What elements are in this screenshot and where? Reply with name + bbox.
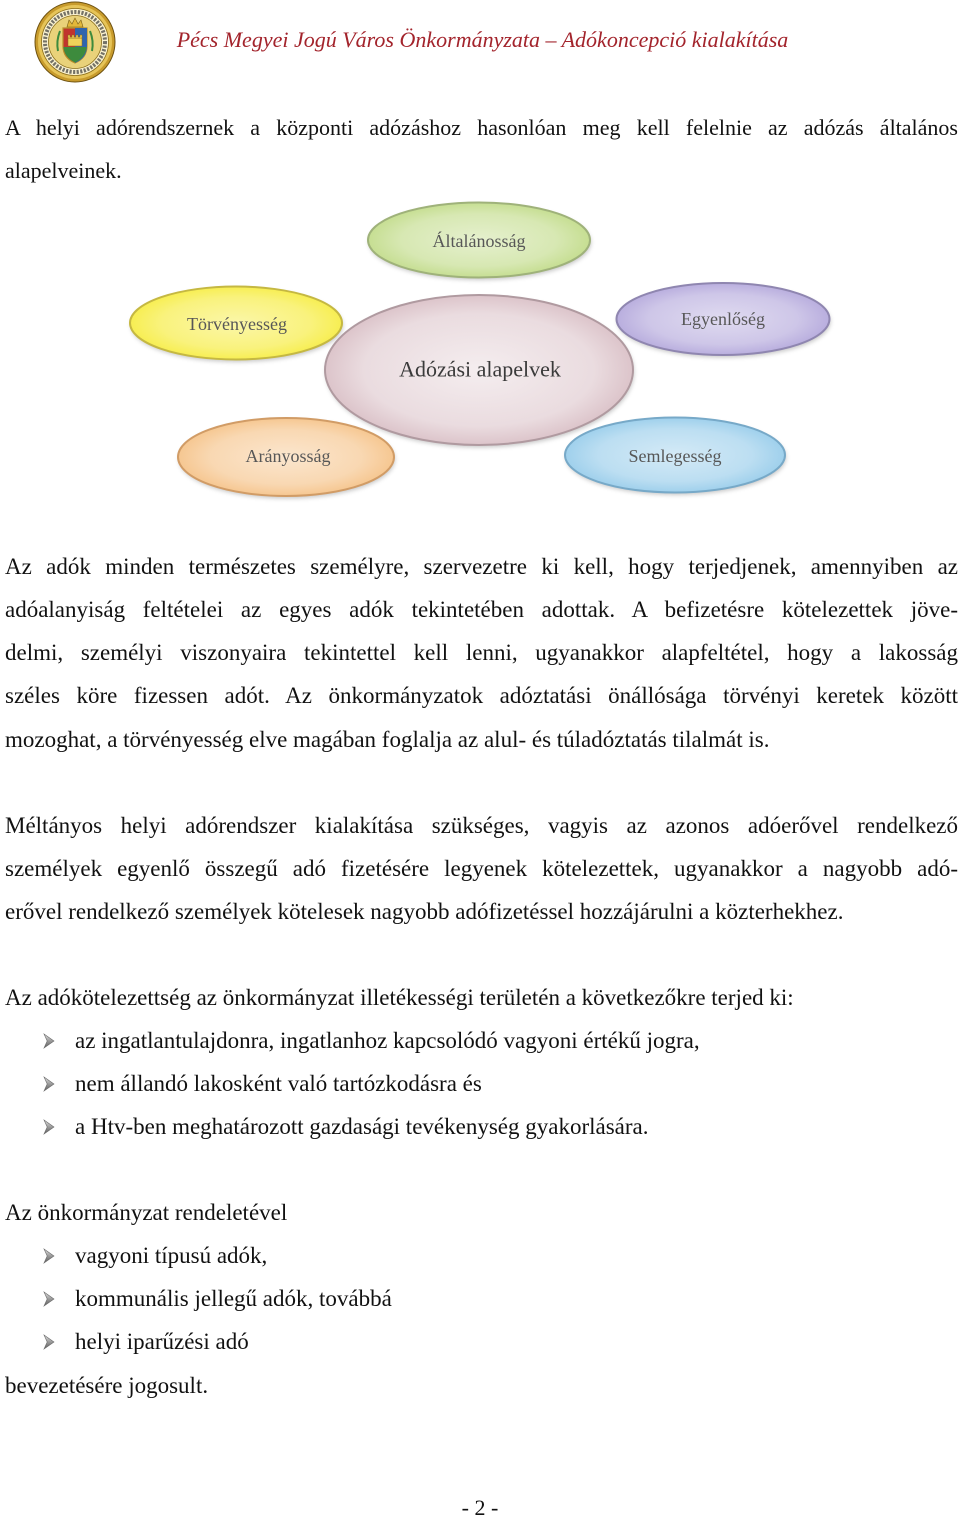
paragraph-line: delmi, személyi viszonyaira tekintettel kell lenni, ugyanakkor alapfeltétel, hogy a lakosság — [5, 640, 958, 666]
node-bottom-left-label: Arányosság — [245, 446, 331, 466]
arrow-bullet-icon — [43, 1033, 55, 1049]
arrow-bullet-icon — [43, 1291, 55, 1307]
paragraph-line: alapelveinek. — [5, 157, 122, 183]
paragraph-line: személyek egyenlő összegű adó fizetésére legyenek kötelezettek, ugyanakkor a nagyobb adó- — [5, 855, 958, 881]
node-bottom-right-label: Semlegesség — [628, 446, 722, 466]
list-item-text: kommunális jellegű adók, továbbá — [75, 1286, 392, 1312]
list-item — [5, 1062, 958, 1105]
decree-section — [5, 1191, 958, 1407]
node-bottom-right — [565, 418, 785, 493]
arrow-bullet-icon — [43, 1119, 55, 1135]
arrow-bullet-icon — [43, 1248, 55, 1264]
decree-closing: bevezetésére jogosult. — [5, 1372, 209, 1398]
list-item-text: nem állandó lakosként való tartózkodásra és — [75, 1071, 482, 1097]
node-center — [325, 295, 633, 445]
paragraph-line: mozoghat, a törvényesség elve magában foglalja az alul- és túladóztatás tilalmát is. — [5, 726, 770, 752]
header-title: Pécs Megyei Jogú Város Önkormányzata – Adókoncepció kialakítása — [176, 27, 789, 52]
node-right-label: Egyenlőség — [681, 309, 765, 329]
node-bottom-left — [178, 418, 394, 496]
obligation-section — [5, 976, 958, 1149]
intro-paragraph — [5, 106, 958, 193]
list-item-text: vagyoni típusú adók, — [75, 1242, 268, 1268]
list-item — [5, 1277, 958, 1320]
node-top-label: Általánosság — [432, 231, 526, 251]
paragraph-line: adóalanyiság feltételei az egyes adók tekintetében adottak. A befizetésre kötelezettek jöve- — [5, 596, 958, 622]
list-item-text: az ingatlantulajdonra, ingatlanhoz kapcsolódó vagyoni értékű jogra, — [75, 1027, 700, 1053]
page-number: - 2 - — [461, 1495, 499, 1520]
diagram-center-label: Adózási alapelvek — [399, 356, 561, 382]
list-item — [5, 1320, 958, 1363]
node-left — [130, 287, 342, 360]
paragraph-line: A helyi adórendszernek a központi adózáshoz hasonlóan meg kell felelnie az adózás általános — [5, 114, 958, 140]
coat-of-arms-seal-icon — [34, 1, 116, 83]
paragraph-line: Az adók minden természetes személyre, szervezetre ki kell, hogy terjedjenek, amennyiben az — [5, 553, 958, 579]
scope-paragraph — [5, 545, 958, 761]
arrow-bullet-icon — [43, 1334, 55, 1350]
principles-diagram — [0, 190, 960, 510]
decree-intro: Az önkormányzat rendeletével — [5, 1199, 288, 1225]
list-item — [5, 1019, 958, 1062]
node-top — [368, 203, 590, 278]
obligation-intro: Az adókötelezettség az önkormányzat illetékességi területén a következőkre terjed ki: — [5, 984, 794, 1010]
paragraph-line: erővel rendelkező személyek kötelesek nagyobb adófizetéssel hozzájárulni a közterhekhez. — [5, 899, 844, 925]
fairness-paragraph — [5, 804, 958, 934]
paragraph-line: Méltányos helyi adórendszer kialakítása szükséges, vagyis az azonos adóerővel rendelkező — [5, 812, 958, 838]
list-item — [5, 1105, 958, 1148]
list-item — [5, 1234, 958, 1277]
arrow-bullet-icon — [43, 1076, 55, 1092]
node-left-label: Törvényesség — [187, 314, 287, 334]
list-item-text: a Htv-ben meghatározott gazdasági tevékenység gyakorlására. — [75, 1114, 649, 1140]
node-right — [617, 283, 830, 355]
paragraph-line: széles köre fizessen adót. Az önkormányzatok adóztatási önállósága törvényi keretek között — [5, 683, 958, 709]
list-item-text: helyi iparűzési adó — [75, 1329, 249, 1355]
